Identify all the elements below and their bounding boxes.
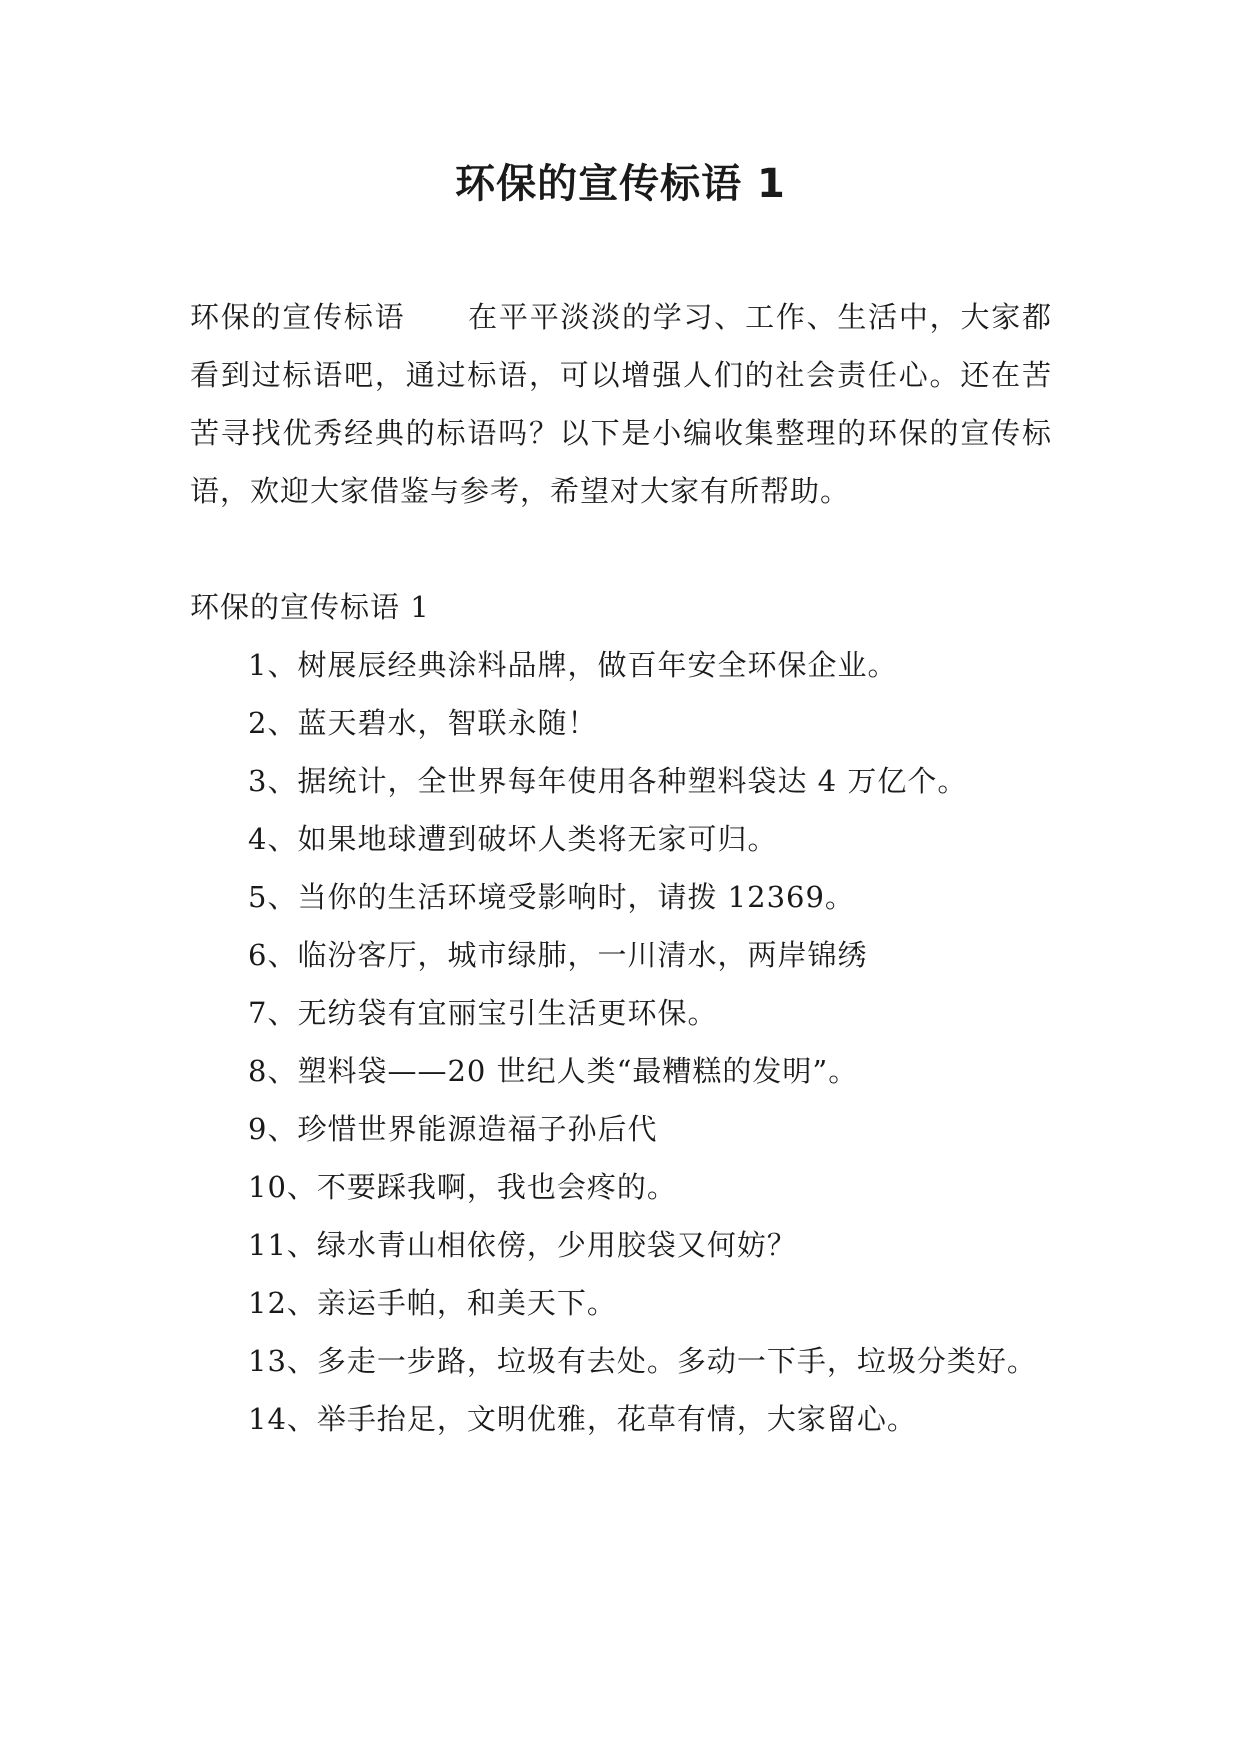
list-item: 2、蓝天碧水，智联永随！	[248, 706, 598, 740]
slogan-list	[190, 636, 1052, 1448]
list-item: 12、亲运手帕，和美天下。	[248, 1286, 617, 1320]
list-item: 1、树展辰经典涂料品牌，做百年安全环保企业。	[248, 648, 898, 682]
list-item: 3、据统计，全世界每年使用各种塑料袋达 4 万亿个。	[248, 764, 968, 798]
list-item: 7、无纺袋有宜丽宝引生活更环保。	[248, 996, 718, 1030]
document-body	[190, 288, 1052, 1448]
list-item: 9、珍惜世界能源造福子孙后代	[248, 1112, 658, 1146]
intro-paragraph	[190, 288, 1052, 520]
list-item: 10、不要踩我啊，我也会疼的。	[248, 1170, 677, 1204]
list-item: 6、临汾客厅，城市绿肺，一川清水，两岸锦绣	[248, 938, 868, 972]
list-item: 5、当你的生活环境受影响时，请拨 12369。	[248, 880, 855, 914]
list-item: 14、举手抬足，文明优雅，花草有情，大家留心。	[248, 1402, 917, 1436]
intro-lead: 环保的宣传标语	[190, 300, 406, 334]
document-title: 环保的宣传标语 1	[455, 161, 786, 207]
list-item: 11、绿水青山相依傍，少用胶袋又何妨？	[248, 1228, 797, 1262]
list-item: 4、如果地球遭到破坏人类将无家可归。	[248, 822, 778, 856]
intro-body: 在平平淡淡的学习、工作、生活中，大家都看到过标语吧，通过标语，可以增强人们的社会责任心。还在苦苦寻找优秀经典的标语吗？以下是小编收集整理的环保的宣传标语，欢迎大家借鉴与参考，希望对大家有所帮助。	[190, 300, 1052, 508]
list-item: 8、塑料袋——20 世纪人类“最糟糕的发明”。	[248, 1054, 859, 1088]
section-heading: 环保的宣传标语 1	[190, 590, 430, 624]
list-item: 13、多走一步路，垃圾有去处。多动一下手，垃圾分类好。	[248, 1344, 1037, 1378]
